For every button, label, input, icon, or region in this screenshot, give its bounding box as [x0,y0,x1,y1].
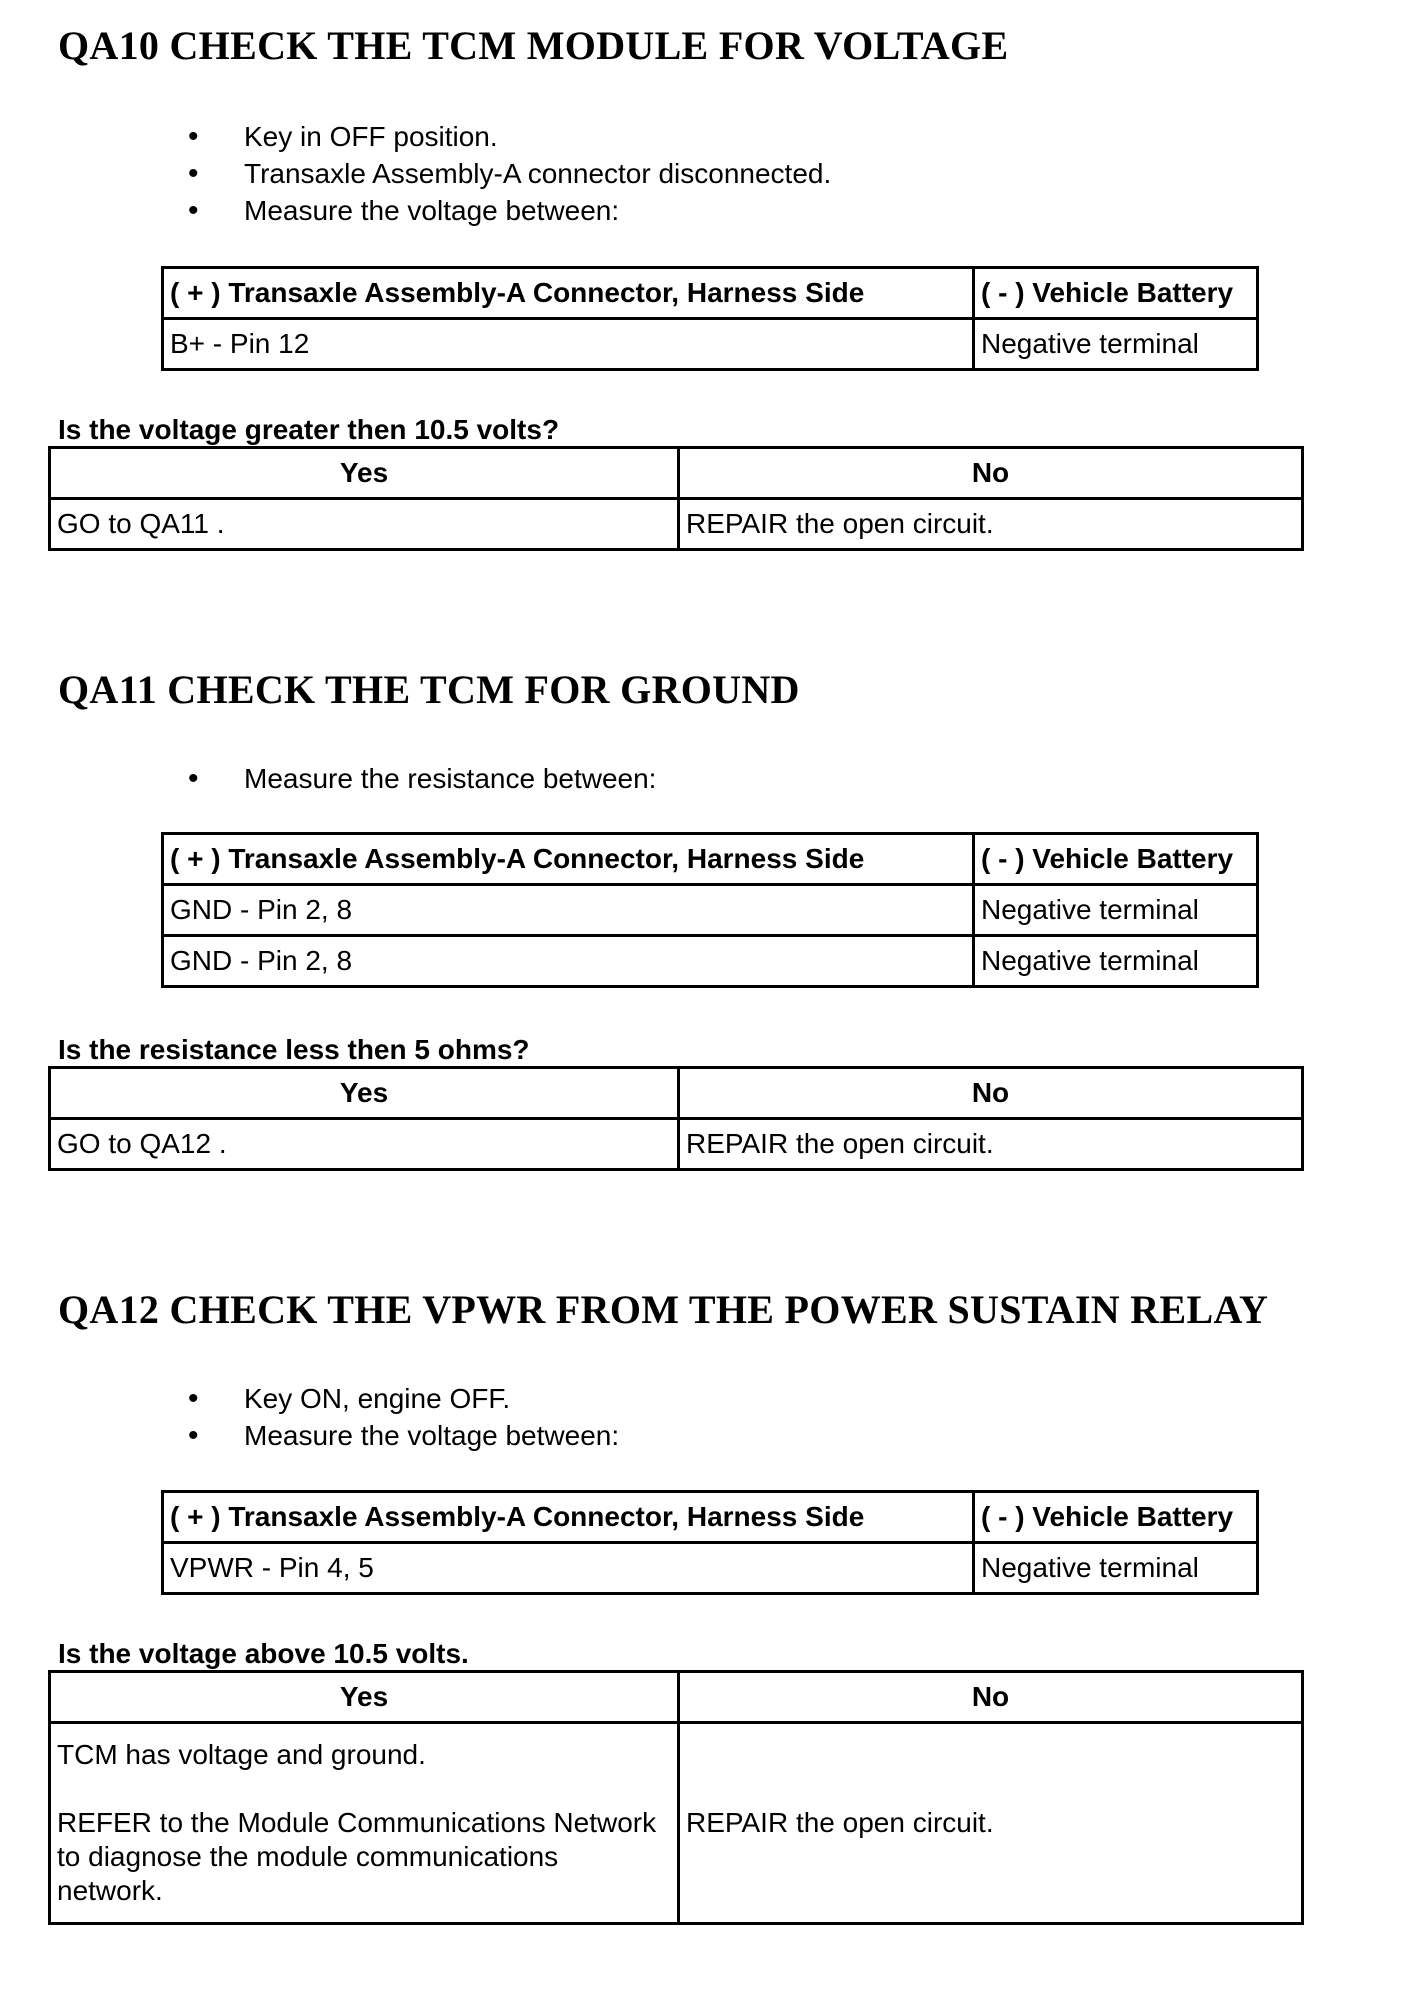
yes-cell: GO to QA11 . [50,499,679,550]
bullet-item: • Key ON, engine OFF. [190,1380,619,1417]
no-cell: REPAIR the open circuit. [679,1119,1303,1170]
yes-no-table-qa12 [48,1670,1304,1925]
no-header: No [679,1672,1303,1723]
bullet-list-qa11 [190,760,656,797]
section-heading-qa11: QA11 CHECK THE TCM FOR GROUND [58,667,800,712]
header-positive: ( + ) Transaxle Assembly-A Connector, Harness Side [163,1492,974,1543]
table-row [50,1119,1303,1170]
question-qa11: Is the resistance less then 5 ohms? [58,1034,530,1065]
cell-positive: VPWR - Pin 4, 5 [163,1543,974,1594]
yes-header: Yes [50,1672,679,1723]
table-row [50,1723,1303,1924]
yes-header: Yes [50,448,679,499]
yes-no-table-qa11 [48,1066,1304,1171]
bullet-item: • Measure the voltage between: [190,192,831,229]
yes-text-line: TCM has voltage and ground. [57,1739,426,1770]
bullet-item: • Measure the resistance between: [190,760,656,797]
header-negative: ( - ) Vehicle Battery [974,834,1258,885]
cell-negative: Negative terminal [974,936,1258,987]
yes-no-table-qa10 [48,446,1304,551]
cell-positive: B+ - Pin 12 [163,319,974,370]
cell-negative: Negative terminal [974,885,1258,936]
no-header: No [679,448,1303,499]
measurement-table-qa10 [161,266,1259,371]
table-row [163,319,1258,370]
header-negative: ( - ) Vehicle Battery [974,268,1258,319]
section-heading-qa10: QA10 CHECK THE TCM MODULE FOR VOLTAGE [58,23,1009,68]
bullet-list-qa12 [190,1380,619,1454]
section-heading-qa12: QA12 CHECK THE VPWR FROM THE POWER SUSTAIN RELAY [58,1287,1269,1332]
question-qa12: Is the voltage above 10.5 volts. [58,1638,469,1669]
no-cell: REPAIR the open circuit. [679,1723,1303,1924]
yes-cell [50,1723,679,1924]
cell-positive: GND - Pin 2, 8 [163,936,974,987]
header-positive: ( + ) Transaxle Assembly-A Connector, Harness Side [163,834,974,885]
cell-negative: Negative terminal [974,1543,1258,1594]
table-row [163,885,1258,936]
bullet-item: • Measure the voltage between: [190,1417,619,1454]
yes-header: Yes [50,1068,679,1119]
no-cell: REPAIR the open circuit. [679,499,1303,550]
no-header: No [679,1068,1303,1119]
table-row [163,1543,1258,1594]
bullet-item: • Key in OFF position. [190,118,831,155]
table-row [163,936,1258,987]
cell-negative: Negative terminal [974,319,1258,370]
cell-positive: GND - Pin 2, 8 [163,885,974,936]
table-row [50,499,1303,550]
bullet-list-qa10 [190,118,831,229]
measurement-table-qa11 [161,832,1259,988]
header-positive: ( + ) Transaxle Assembly-A Connector, Harness Side [163,268,974,319]
question-qa10: Is the voltage greater then 10.5 volts? [58,414,560,445]
header-negative: ( - ) Vehicle Battery [974,1492,1258,1543]
bullet-item: • Transaxle Assembly-A connector disconnected. [190,155,831,192]
yes-cell: GO to QA12 . [50,1119,679,1170]
measurement-table-qa12 [161,1490,1259,1595]
yes-text-line: REFER to the Module Communications Network to diagnose the module communications network. [57,1807,657,1906]
